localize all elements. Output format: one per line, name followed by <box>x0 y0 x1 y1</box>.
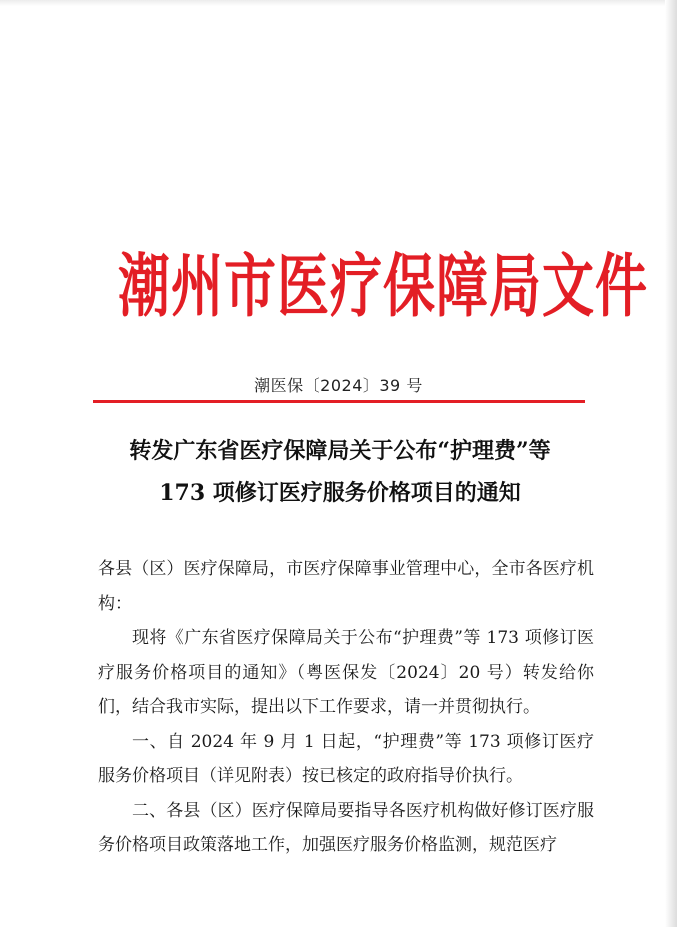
red-separator-line <box>93 400 585 403</box>
paragraph-item-2: 二、各县（区）医疗保障局要指导各医疗机构做好修订医疗服务价格项目政策落地工作，加强医疗服务价格监测，规范医疗 <box>98 800 594 855</box>
title-line-1: 转发广东省医疗保障局关于公布“护理费”等 <box>129 438 551 464</box>
page-edge-right <box>665 0 677 927</box>
paragraph-intro: 现将《广东省医疗保障局关于公布“护理费”等 173 项修订医疗服务价格项目的通知》（粤医保发〔2024〕20 号）转发给你们，结合我市实际，提出以下工作要求，请一并贯彻执行。 <box>98 628 594 717</box>
salutation: 各县（区）医疗保障局，市医疗保障事业管理中心，全市各医疗机构： <box>98 559 594 614</box>
page-edge-top <box>0 0 677 6</box>
document-body <box>98 552 594 863</box>
document-masthead: 潮州市医疗保障局文件 <box>118 247 649 327</box>
document-number: 潮医保〔2024〕39 号 <box>254 376 423 395</box>
paragraph-item-1: 一、自 2024 年 9 月 1 日起，“护理费”等 173 项修订医疗服务价格项目（详见附表）按已核定的政府指导价执行。 <box>98 731 594 786</box>
document-title <box>80 430 600 514</box>
title-line-2: 173 项修订医疗服务价格项目的通知 <box>159 480 521 506</box>
